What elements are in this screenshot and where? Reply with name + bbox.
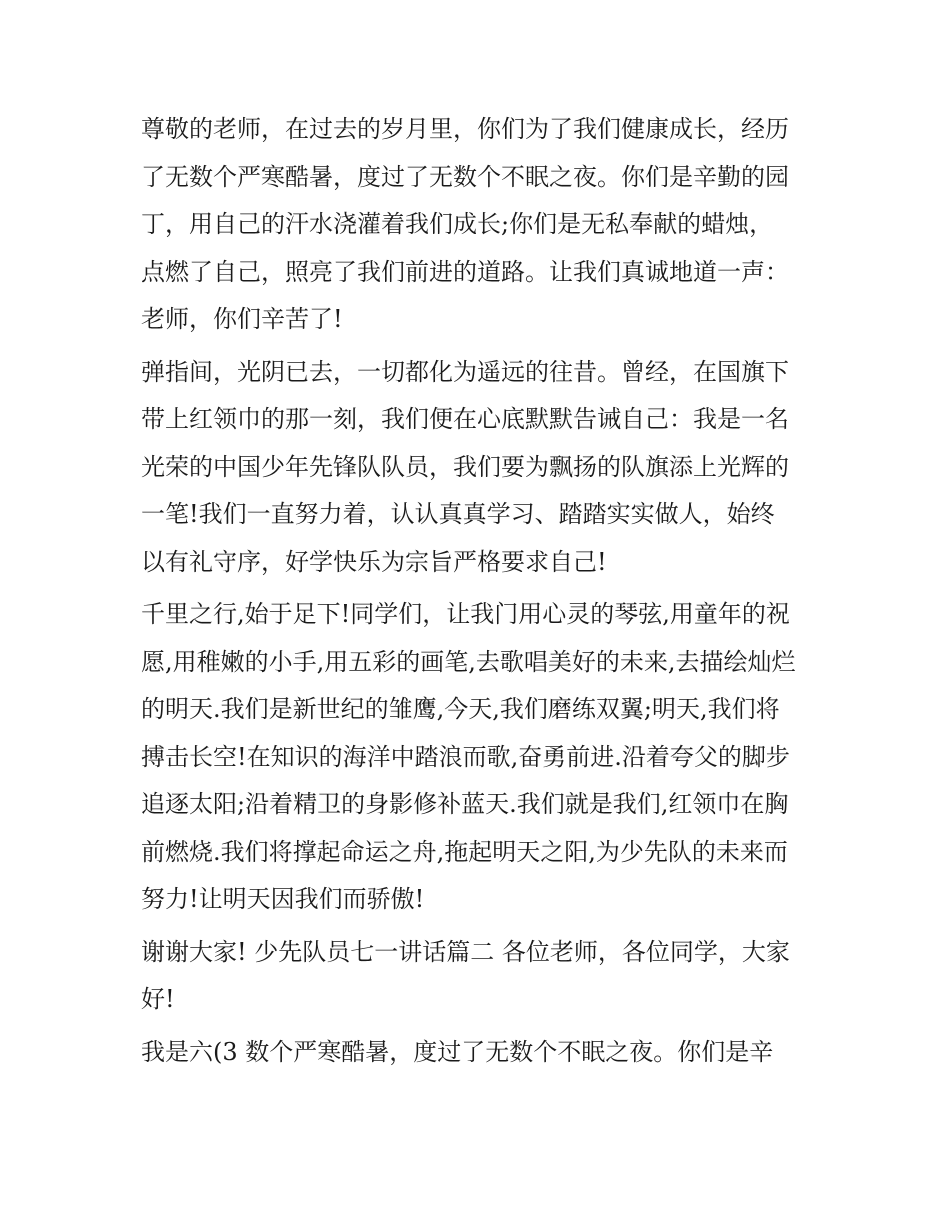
- text-line: 的明天.我们是新世纪的雏鹰,今天,我们磨练双翼;明天,我们将: [141, 695, 780, 723]
- text-line: 光荣的中国少年先锋队队员，我们要为飘扬的队旗添上光辉的: [141, 452, 789, 481]
- text-line: 好!: [141, 985, 175, 1013]
- paragraph: [141, 106, 841, 344]
- text-line: 前燃烧.我们将撑起命运之舟,拖起明天之阳,为少先队的未来而: [141, 837, 788, 866]
- text-line: 带上红领巾的那一刻，我们便在心底默默告诫自己：我是一名: [141, 405, 789, 433]
- text-line: 一笔!我们一直努力着，认认真真学习、踏踏实实做人，始终: [141, 500, 775, 528]
- text-line: 丁，用自己的汗水浇灌着我们成长;你们是无私奉献的蜡烛，: [141, 210, 774, 238]
- text-line: 弹指间，光阴已去，一切都化为遥远的往昔。曾经，在国旗下: [141, 357, 789, 386]
- text-line: 搏击长空!在知识的海洋中踏浪而歌,奋勇前进.沿着夸父的脚步: [141, 742, 790, 771]
- paragraph: [141, 1029, 841, 1077]
- text-line: 谢谢大家! 少先队员七一讲话篇二 各位老师，各位同学，大家: [141, 937, 790, 966]
- paragraph: [141, 349, 841, 587]
- text-line: 千里之行,始于足下!同学们，让我门用心灵的琴弦,用童年的祝: [141, 600, 790, 628]
- text-line: 努力!让明天因我们而骄傲!: [141, 885, 425, 913]
- text-line: 愿,用稚嫩的小手,用五彩的画笔,去歌唱美好的未来,去描绘灿烂: [141, 647, 796, 676]
- text-line: 追逐太阳;沿着精卫的身影修补蓝天.我们就是我们,红领巾在胸: [141, 790, 789, 818]
- text-line: 尊敬的老师，在过去的岁月里，你们为了我们健康成长，经历: [141, 115, 789, 143]
- paragraph: [141, 929, 841, 1024]
- text-line: 我是六(3 数个严寒酷暑，度过了无数个不眠之夜。你们是辛: [141, 1037, 774, 1066]
- text-line: 老师，你们辛苦了!: [141, 305, 343, 333]
- paragraph: [141, 591, 841, 924]
- text-line: 以有礼守序，好学快乐为宗旨严格要求自己!: [141, 547, 607, 576]
- text-line: 点燃了自己，照亮了我们前进的道路。让我们真诚地道一声：: [141, 257, 789, 286]
- text-line: 了无数个严寒酷暑，度过了无数个不眠之夜。你们是辛勤的园: [141, 162, 789, 191]
- document-body: [141, 106, 841, 1076]
